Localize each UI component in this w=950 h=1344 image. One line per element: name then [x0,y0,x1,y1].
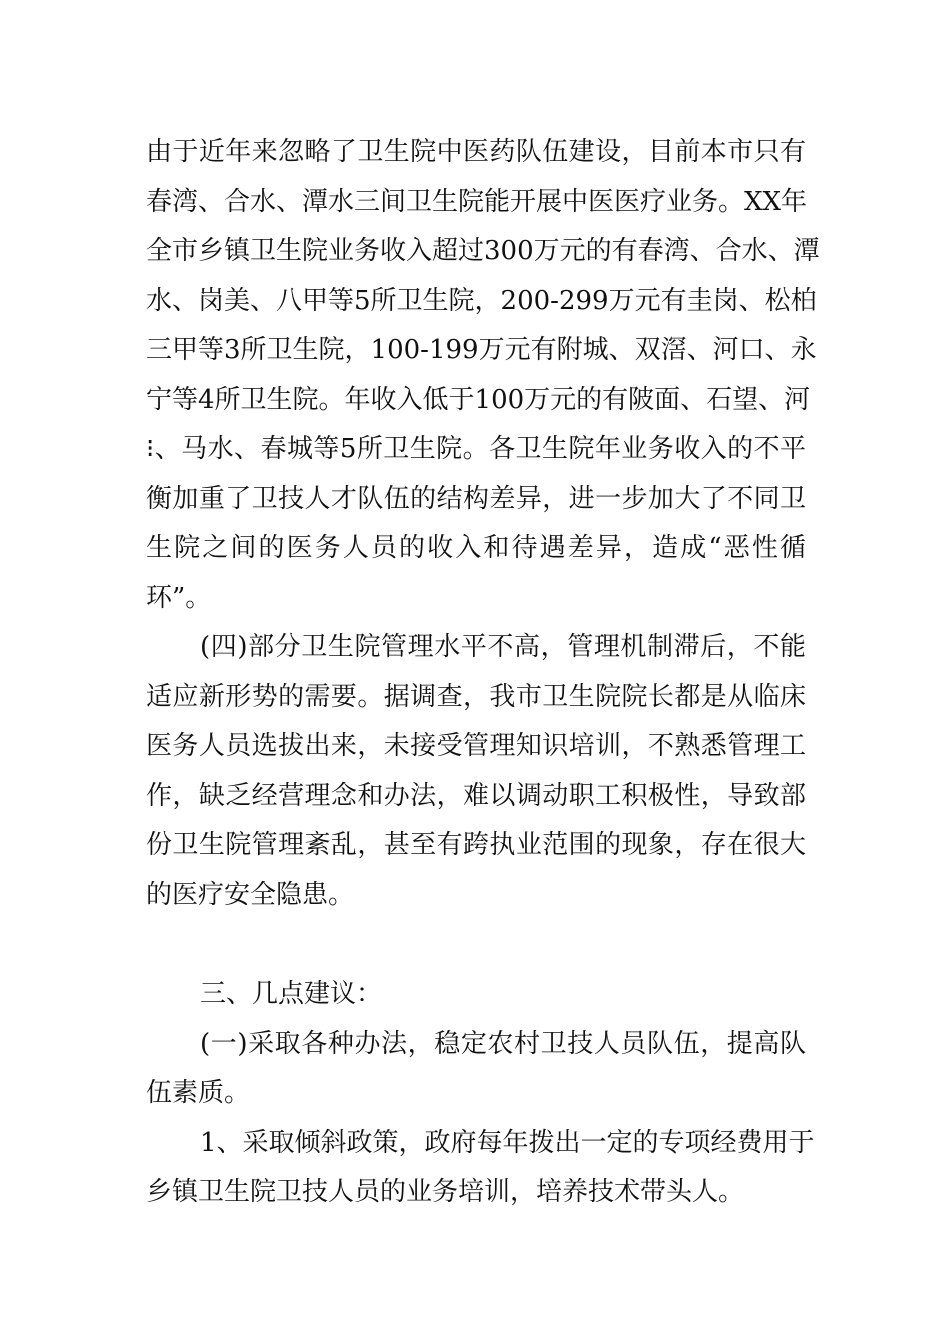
text-line: 伍素质。 [146,1078,251,1108]
text-line: 乡镇卫生院卫技人员的业务培训，培养技术带头人。 [146,1177,745,1207]
text-line: (一)采取各种办法，稳定农村卫技人员队伍，提高队 [200,1028,806,1059]
paragraph-training-policy [146,1119,815,1218]
text-line: ⁝、马水、春城等5所卫生院。各卫生院年业务收入的不平 [146,434,806,464]
text-line: 全市乡镇卫生院业务收入超过300万元的有春湾、合水、潭 [146,236,820,266]
text-line: 份卫生院管理紊乱，甚至有跨执业范围的现象，存在很大 [146,830,806,860]
text-line: 宁等4所卫生院。年收入低于100万元的有陂面、石望、河 [146,384,811,415]
text-line: 生院之间的医务人员的收入和待遇差异，造成“恶性循 [146,533,806,563]
text-line: 三甲等3所卫生院，100-199万元有附城、双滘、河口、永 [146,335,817,365]
text-line: 环”。 [146,582,212,613]
text-line: 衡加重了卫技人才队伍的结构差异，进一步加大了不同卫 [146,483,806,514]
text-line: 作，缺乏经营理念和办法，难以调动职工积极性，导致部 [146,780,806,811]
section-heading: 三、几点建议： [200,979,383,1009]
text-line: 医务人员选拔出来，未接受管理知识培训，不熟悉管理工 [146,731,806,761]
section-spacer [146,920,806,970]
paragraph-income-disparity [146,128,820,623]
text-line: 的医疗安全隐患。 [146,879,355,910]
text-line: 由于近年来忽略了卫生院中医药队伍建设，目前本市只有 [146,137,806,167]
paragraph-stabilize-staff [146,1020,806,1119]
text-line: 适应新形势的需要。据调查，我市卫生院院长都是从临床 [146,681,806,712]
text-line: 春湾、合水、潭水三间卫生院能开展中医医疗业务。XX年 [146,186,808,217]
text-line: (四)部分卫生院管理水平不高，管理机制滞后，不能 [200,632,806,662]
document-page [146,128,820,1218]
text-line: 1、采取倾斜政策，政府每年拨出一定的专项经费用于 [200,1127,815,1158]
paragraph-management-level [146,623,806,920]
text-line: 水、岗美、八甲等5所卫生院，200-299万元有圭岗、松柏 [146,285,817,316]
